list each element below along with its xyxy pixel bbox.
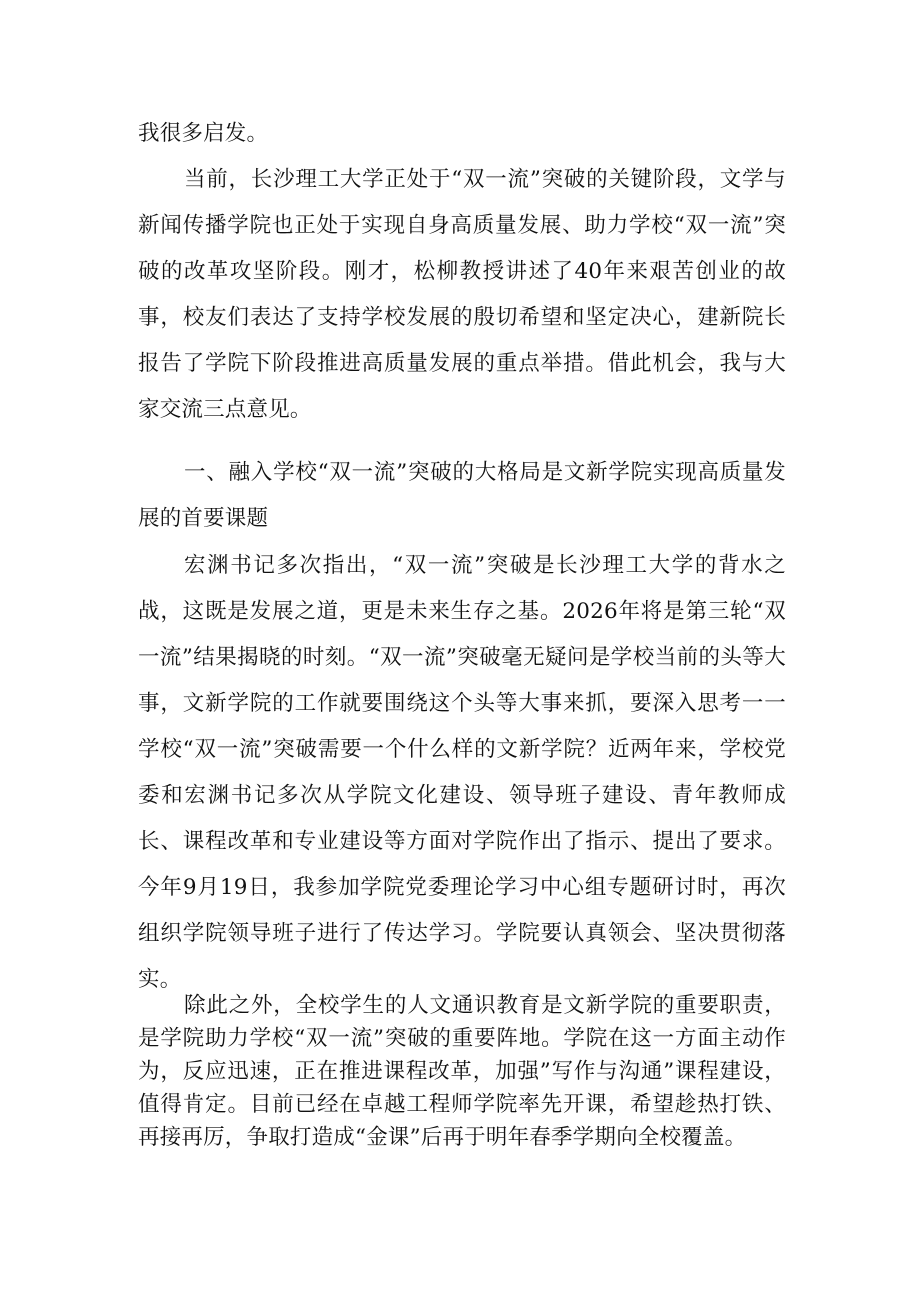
paragraph-current-situation: 当前，长沙理工大学正处于“双一流”突破的关键阶段，文学与新闻传播学院也正处于实现自身高质量发展、助力学校“双一流”突破的改革攻坚阶段。刚才，松柳教授讲述了40年来艰苦创业的故事，校友们表达了支持学校发展的殷切希望和坚定决心，建新院长报告了学院下阶段推进高质量发展的重点举措。借此机会，我与大家交流三点意见。	[138, 167, 786, 422]
paragraph-general-education: 除此之外，全校学生的人文通识教育是文新学院的重要职责，是学院助力学校“双一流”突破的重要阵地。学院在这一方面主动作为，反应迅速，正在推进课程改革，加强”写作与沟通”课程建设，值得肯定。目前已经在卓越工程师学院率先开课，希望趁热打铁、再接再厉，争取打造成“金课”后再于明年春季学期向全校覆盖。	[138, 993, 786, 1150]
section-heading-1: 一、融入学校“双一流”突破的大格局是文新学院实现高质量发展的首要课题	[138, 460, 786, 531]
paragraph-continuation: 我很多启发。	[138, 121, 269, 146]
paragraph-double-first-class: 宏渊书记多次指出，“双一流”突破是长沙理工大学的背水之战，这既是发展之道，更是未来生存之基。2026年将是第三轮“双一流”结果揭晓的时刻。“双一流”突破毫无疑问是学校当前的头等大事，文新学院的工作就要围绕这个头等大事来抓，要深入思考一一学校“双一流”突破需要一个什么样的文新学院？近两年来，学校党委和宏渊书记多次从学院文化建设、领导班子建设、青年教师成长、课程改革和专业建设等方面对学院作出了指示、提出了要求。今年9月19日，我参加学院党委理论学习中心组专题研讨时，再次组织学院领导班子进行了传达学习。学院要认真领会、坚决贯彻落实。	[138, 553, 786, 992]
